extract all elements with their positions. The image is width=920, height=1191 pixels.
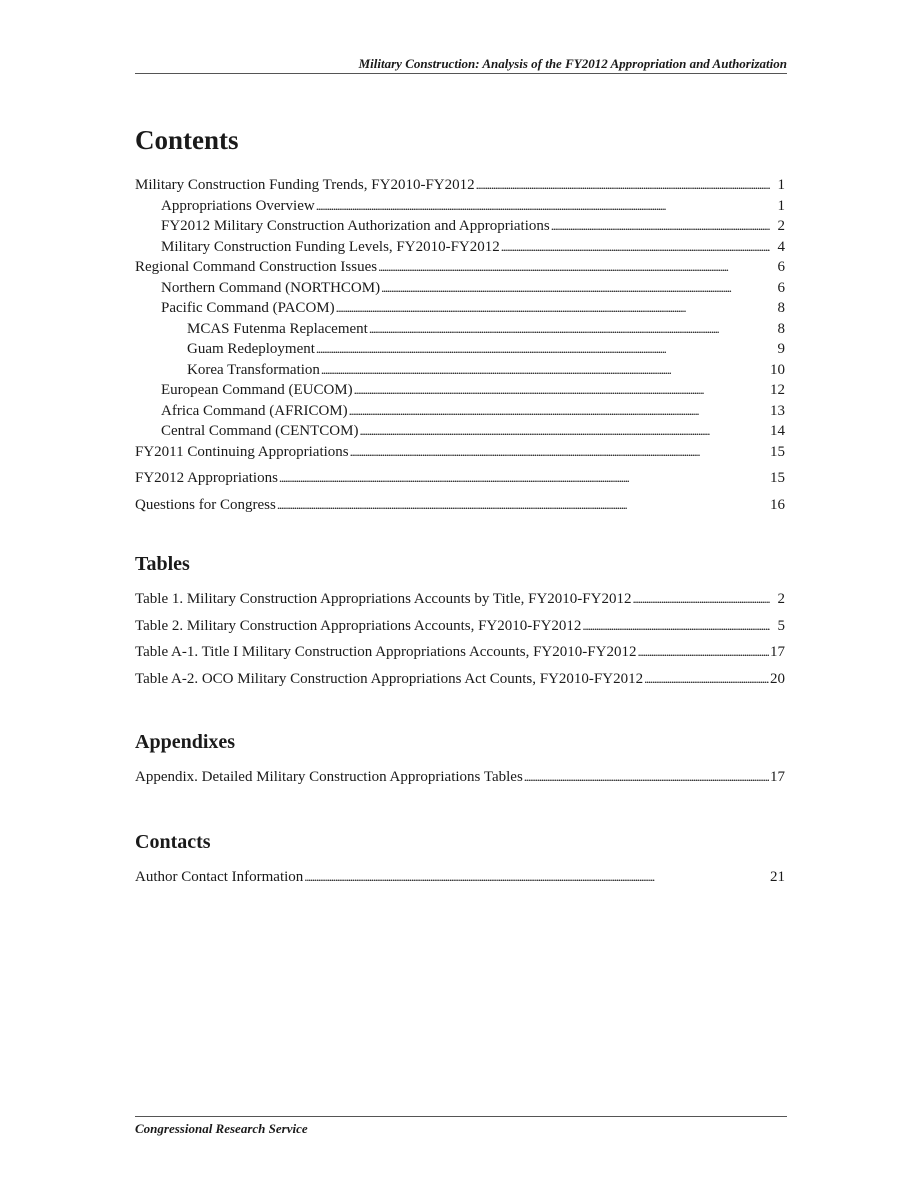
toc-dot-leader bbox=[381, 278, 770, 299]
toc-dot-leader bbox=[316, 196, 770, 217]
toc-entry-title: Questions for Congress bbox=[135, 496, 276, 513]
toc-entry-page: 13 bbox=[770, 402, 785, 419]
appendix-entry-page: 17 bbox=[770, 769, 785, 785]
appendix-entry[interactable] bbox=[135, 767, 785, 788]
toc-entry[interactable] bbox=[135, 175, 785, 196]
toc-entry[interactable] bbox=[135, 216, 785, 237]
toc-dot-leader bbox=[350, 442, 769, 463]
toc-entry-title: Central Command (CENTCOM) bbox=[161, 423, 359, 439]
table-entry[interactable] bbox=[135, 616, 785, 637]
toc-dot-leader bbox=[476, 175, 770, 196]
toc-entry-page: 14 bbox=[770, 423, 785, 439]
appendixes-list bbox=[135, 767, 785, 788]
toc-dot-leader bbox=[524, 767, 769, 788]
toc-dot-leader bbox=[582, 616, 770, 637]
toc-dot-leader bbox=[321, 360, 769, 381]
toc-entry-title: Africa Command (AFRICOM) bbox=[161, 402, 348, 419]
toc-entry-page: 9 bbox=[777, 341, 785, 357]
toc-entry[interactable] bbox=[135, 468, 785, 489]
toc-entry[interactable] bbox=[135, 421, 785, 442]
running-footer: Congressional Research Service bbox=[135, 1116, 787, 1137]
table-entry-page: 5 bbox=[777, 617, 785, 634]
toc-dot-leader bbox=[354, 380, 769, 401]
toc-entry-page: 1 bbox=[777, 197, 785, 214]
toc-entry-page: 1 bbox=[777, 177, 785, 193]
toc-entry[interactable] bbox=[135, 442, 785, 463]
toc-entry[interactable] bbox=[135, 339, 785, 360]
toc-entry-title: Military Construction Funding Trends, FY2010-FY2012 bbox=[135, 177, 475, 193]
toc-dot-leader bbox=[349, 401, 769, 422]
toc-entry-title: FY2012 Appropriations bbox=[135, 470, 278, 486]
toc-entry[interactable] bbox=[135, 237, 785, 258]
toc-entry-page: 4 bbox=[777, 238, 785, 255]
toc-entry-page: 6 bbox=[777, 279, 785, 296]
contents-list bbox=[135, 175, 785, 515]
tables-heading: Tables bbox=[135, 553, 190, 575]
table-entry-page: 17 bbox=[770, 644, 785, 660]
toc-dot-leader bbox=[551, 216, 770, 237]
contacts-heading: Contacts bbox=[135, 831, 211, 853]
toc-entry-title: MCAS Futenma Replacement bbox=[187, 320, 368, 337]
toc-entry-title: Regional Command Construction Issues bbox=[135, 259, 378, 275]
toc-entry-page: 15 bbox=[770, 470, 785, 486]
toc-entry-title: Northern Command (NORTHCOM) bbox=[161, 279, 381, 296]
toc-dot-leader bbox=[632, 589, 770, 610]
toc-entry[interactable] bbox=[135, 196, 785, 217]
toc-dot-leader bbox=[644, 669, 769, 690]
toc-entry-title: Appropriations Overview bbox=[161, 197, 315, 214]
toc-entry-title: Guam Redeployment bbox=[187, 341, 315, 357]
appendix-entry-title: Appendix. Detailed Military Construction Appropriations Tables bbox=[135, 769, 523, 785]
table-entry-page: 2 bbox=[777, 591, 785, 607]
toc-entry[interactable] bbox=[135, 380, 785, 401]
contacts-list bbox=[135, 867, 785, 888]
table-entry[interactable] bbox=[135, 589, 785, 610]
contact-entry-page: 21 bbox=[770, 869, 785, 885]
toc-dot-leader bbox=[277, 495, 769, 516]
toc-entry[interactable] bbox=[135, 495, 785, 516]
table-entry[interactable] bbox=[135, 642, 785, 663]
toc-dot-leader bbox=[369, 319, 770, 340]
toc-entry-page: 2 bbox=[777, 218, 785, 234]
toc-entry[interactable] bbox=[135, 401, 785, 422]
toc-entry-page: 16 bbox=[770, 496, 785, 513]
toc-entry-title: Korea Transformation bbox=[187, 361, 320, 378]
appendixes-heading: Appendixes bbox=[135, 731, 236, 753]
toc-entry[interactable] bbox=[135, 319, 785, 340]
running-header: Military Construction: Analysis of the FY2012 Appropriation and Authorization bbox=[135, 55, 787, 74]
toc-dot-leader bbox=[359, 421, 769, 442]
toc-entry-title: FY2011 Continuing Appropriations bbox=[135, 443, 349, 460]
toc-entry-page: 6 bbox=[777, 259, 785, 275]
toc-entry-page: 8 bbox=[777, 320, 785, 337]
table-entry-page: 20 bbox=[770, 670, 785, 687]
table-entry-title: Table A-1. Title I Military Construction Appropriations Accounts, FY2010-FY2012 bbox=[135, 644, 637, 660]
toc-entry-page: 15 bbox=[770, 443, 785, 460]
toc-entry[interactable] bbox=[135, 298, 785, 319]
contact-entry-title: Author Contact Information bbox=[135, 869, 304, 885]
toc-dot-leader bbox=[637, 642, 769, 663]
toc-dot-leader bbox=[501, 237, 770, 258]
toc-entry-title: European Command (EUCOM) bbox=[161, 382, 353, 398]
toc-entry-title: Pacific Command (PACOM) bbox=[161, 300, 335, 316]
toc-dot-leader bbox=[378, 257, 770, 278]
table-entry-title: Table 2. Military Construction Appropriations Accounts, FY2010-FY2012 bbox=[135, 617, 582, 634]
toc-entry[interactable] bbox=[135, 257, 785, 278]
contact-entry[interactable] bbox=[135, 867, 785, 888]
toc-entry-page: 12 bbox=[770, 382, 785, 398]
toc-dot-leader bbox=[316, 339, 770, 360]
toc-entry[interactable] bbox=[135, 360, 785, 381]
toc-dot-leader bbox=[279, 468, 769, 489]
toc-entry-title: FY2012 Military Construction Authorization and Appropriations bbox=[161, 218, 550, 234]
contents-heading: Contents bbox=[135, 125, 239, 155]
toc-entry-page: 8 bbox=[777, 300, 785, 316]
table-entry-title: Table A-2. OCO Military Construction Appropriations Act Counts, FY2010-FY2012 bbox=[135, 670, 644, 687]
tables-list bbox=[135, 589, 785, 689]
table-entry[interactable] bbox=[135, 669, 785, 690]
table-entry-title: Table 1. Military Construction Appropriations Accounts by Title, FY2010-FY2012 bbox=[135, 591, 632, 607]
toc-entry-title: Military Construction Funding Levels, FY2010-FY2012 bbox=[161, 238, 500, 255]
toc-dot-leader bbox=[336, 298, 770, 319]
toc-entry[interactable] bbox=[135, 278, 785, 299]
toc-entry-page: 10 bbox=[770, 361, 785, 378]
toc-dot-leader bbox=[304, 867, 769, 888]
